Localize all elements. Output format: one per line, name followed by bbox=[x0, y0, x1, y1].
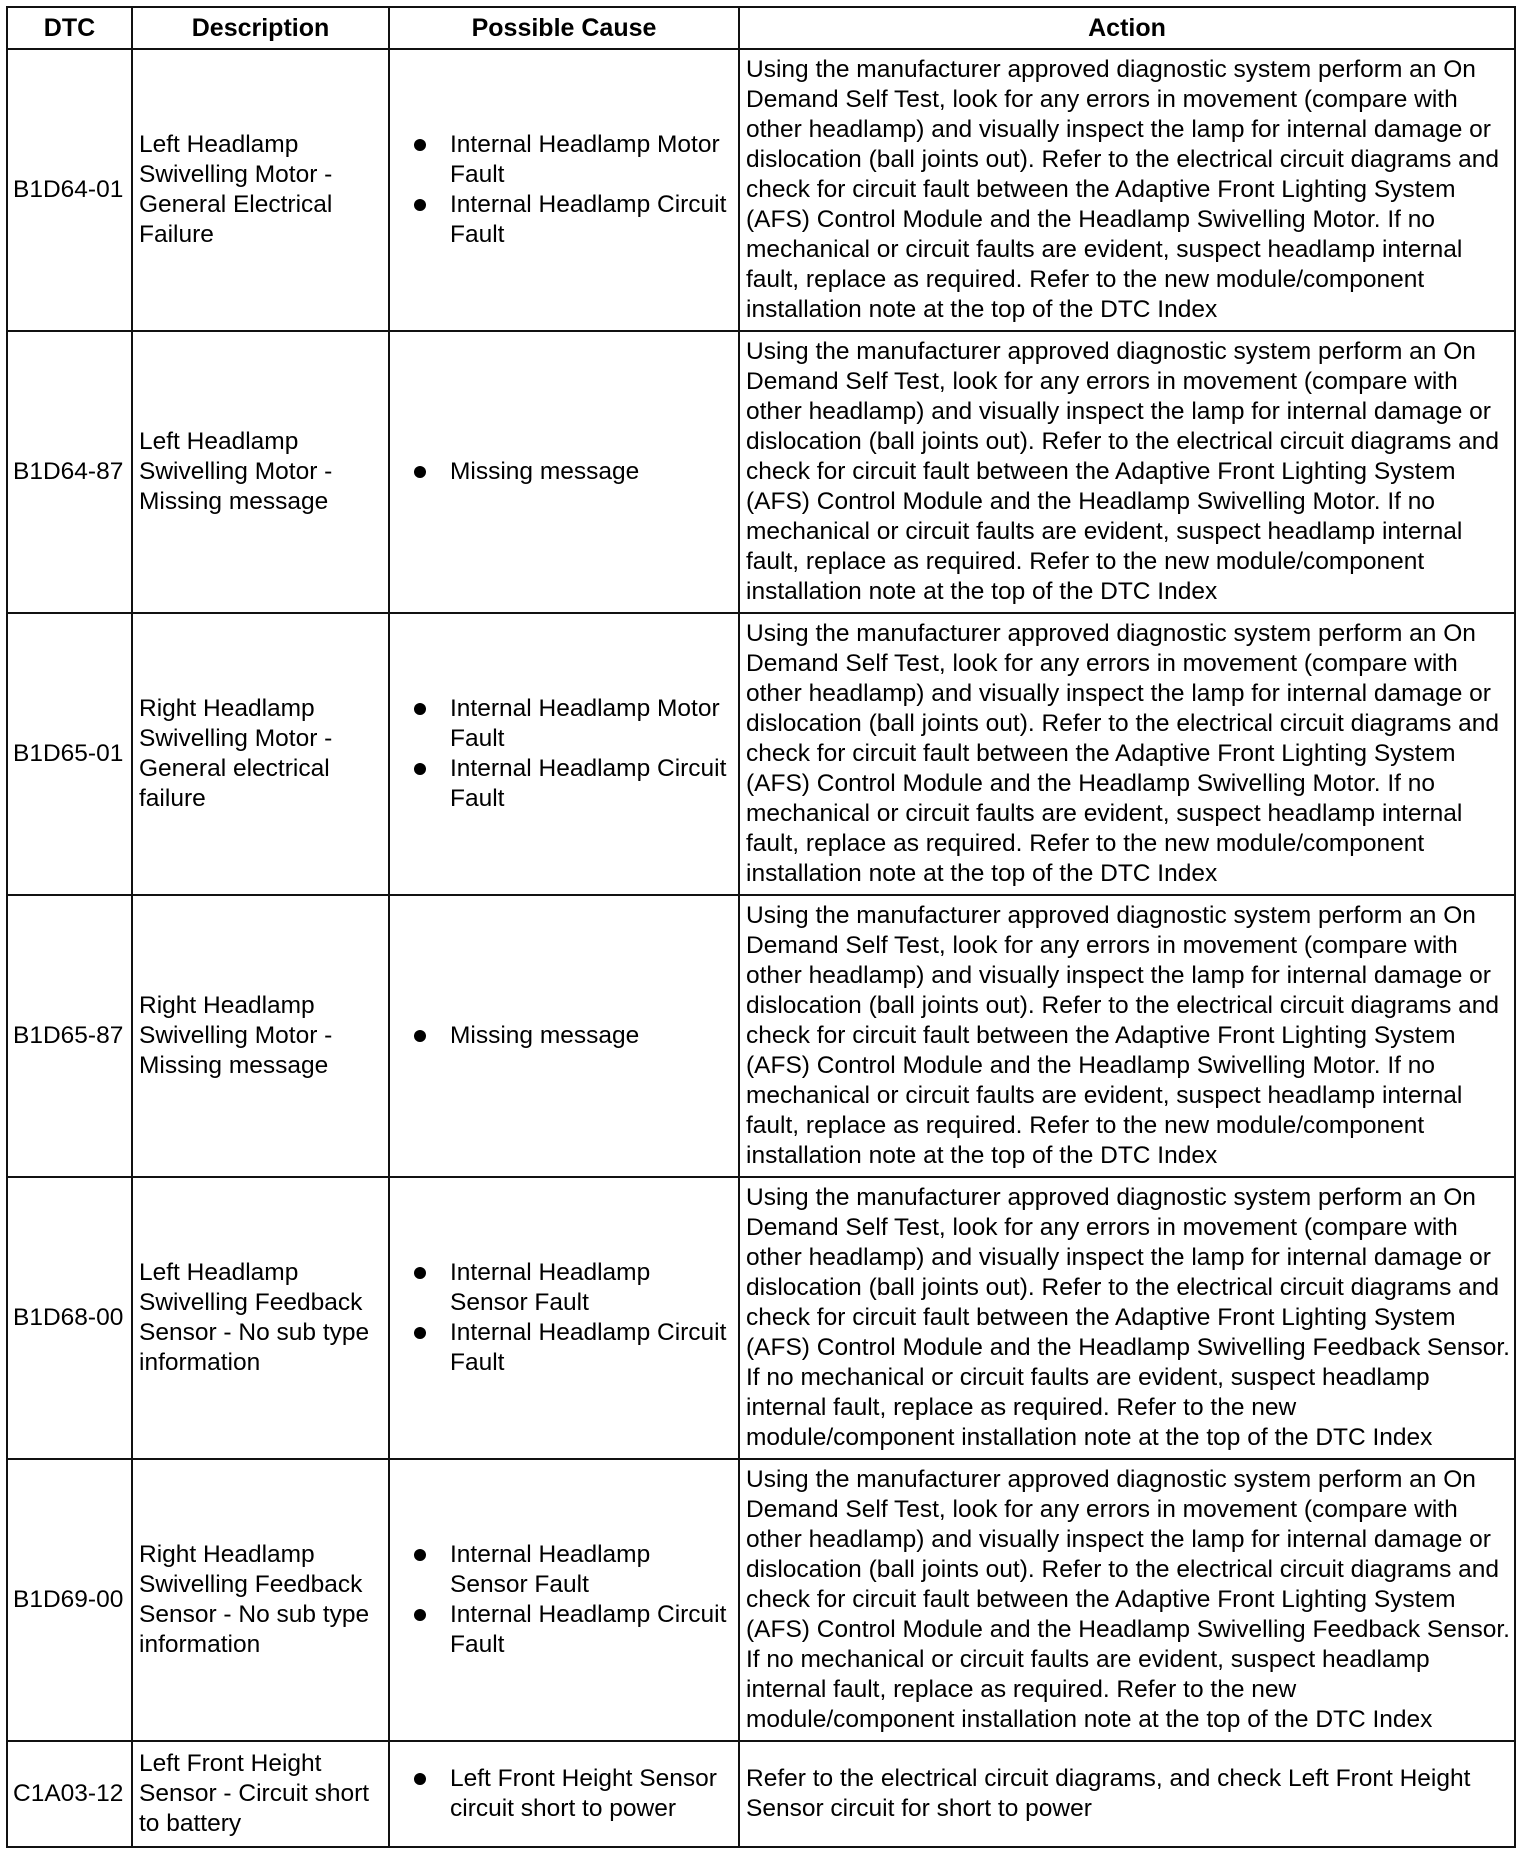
dtc-code: B1D68-00 bbox=[7, 1177, 132, 1459]
cause-list bbox=[396, 694, 732, 814]
table-row bbox=[7, 1177, 1515, 1459]
description: Left Headlamp Swivelling Motor - Missing message bbox=[132, 331, 389, 613]
table-header bbox=[7, 7, 1515, 49]
cause-list bbox=[396, 130, 732, 250]
cause-item: Internal Headlamp Circuit Fault bbox=[414, 1600, 732, 1660]
header-description: Description bbox=[132, 7, 389, 49]
table-row bbox=[7, 331, 1515, 613]
dtc-code: B1D69-00 bbox=[7, 1459, 132, 1741]
possible-cause bbox=[389, 1459, 739, 1741]
cause-list bbox=[396, 1540, 732, 1660]
cause-item: Internal Headlamp Motor Fault bbox=[414, 130, 732, 190]
possible-cause bbox=[389, 49, 739, 331]
action: Using the manufacturer approved diagnostic system perform an On Demand Self Test, look for any errors in movement (compare with other headlamp) and visually inspect the lamp for internal damage or dislocation (ball joints out). Refer to the electrical circuit diagrams and check for circuit fault between the Adaptive Front Lighting System (AFS) Control Module and the Headlamp Swivelling Motor. If no mechanical or circuit faults are evident, suspect headlamp internal fault, replace as required. Refer to the new module/component installation note at the top of the DTC Index bbox=[739, 331, 1515, 613]
description: Left Front Height Sensor - Circuit short to battery bbox=[132, 1741, 389, 1847]
action: Using the manufacturer approved diagnostic system perform an On Demand Self Test, look for any errors in movement (compare with other headlamp) and visually inspect the lamp for internal damage or dislocation (ball joints out). Refer to the electrical circuit diagrams and check for circuit fault between the Adaptive Front Lighting System (AFS) Control Module and the Headlamp Swivelling Motor. If no mechanical or circuit faults are evident, suspect headlamp internal fault, replace as required. Refer to the new module/component installation note at the top of the DTC Index bbox=[739, 613, 1515, 895]
dtc-code: B1D64-01 bbox=[7, 49, 132, 331]
action: Refer to the electrical circuit diagrams, and check Left Front Height Sensor circuit for short to power bbox=[739, 1741, 1515, 1847]
header-dtc: DTC bbox=[7, 7, 132, 49]
description: Right Headlamp Swivelling Feedback Sensor - No sub type information bbox=[132, 1459, 389, 1741]
dtc-code: B1D65-87 bbox=[7, 895, 132, 1177]
table-row bbox=[7, 1459, 1515, 1741]
dtc-code: C1A03-12 bbox=[7, 1741, 132, 1847]
action: Using the manufacturer approved diagnostic system perform an On Demand Self Test, look for any errors in movement (compare with other headlamp) and visually inspect the lamp for internal damage or dislocation (ball joints out). Refer to the electrical circuit diagrams and check for circuit fault between the Adaptive Front Lighting System (AFS) Control Module and the Headlamp Swivelling Feedback Sensor. If no mechanical or circuit faults are evident, suspect headlamp internal fault, replace as required. Refer to the new module/component installation note at the top of the DTC Index bbox=[739, 1459, 1515, 1741]
cause-item: Internal Headlamp Circuit Fault bbox=[414, 754, 732, 814]
action: Using the manufacturer approved diagnostic system perform an On Demand Self Test, look for any errors in movement (compare with other headlamp) and visually inspect the lamp for internal damage or dislocation (ball joints out). Refer to the electrical circuit diagrams and check for circuit fault between the Adaptive Front Lighting System (AFS) Control Module and the Headlamp Swivelling Feedback Sensor. If no mechanical or circuit faults are evident, suspect headlamp internal fault, replace as required. Refer to the new module/component installation note at the top of the DTC Index bbox=[739, 1177, 1515, 1459]
cause-item: Internal Headlamp Sensor Fault bbox=[414, 1258, 732, 1318]
header-row bbox=[7, 7, 1515, 49]
cause-list bbox=[396, 1021, 732, 1051]
cause-item: Left Front Height Sensor circuit short to power bbox=[414, 1764, 732, 1824]
description: Left Headlamp Swivelling Feedback Sensor - No sub type information bbox=[132, 1177, 389, 1459]
table-body bbox=[7, 49, 1515, 1847]
description: Left Headlamp Swivelling Motor - General Electrical Failure bbox=[132, 49, 389, 331]
cause-item: Missing message bbox=[414, 1021, 732, 1051]
table-row bbox=[7, 1741, 1515, 1847]
cause-item: Missing message bbox=[414, 457, 732, 487]
table-row bbox=[7, 613, 1515, 895]
possible-cause bbox=[389, 895, 739, 1177]
table-row bbox=[7, 49, 1515, 331]
description: Right Headlamp Swivelling Motor - General electrical failure bbox=[132, 613, 389, 895]
cause-item: Internal Headlamp Circuit Fault bbox=[414, 1318, 732, 1378]
dtc-table bbox=[6, 6, 1516, 1848]
cause-item: Internal Headlamp Circuit Fault bbox=[414, 190, 732, 250]
dtc-code: B1D64-87 bbox=[7, 331, 132, 613]
possible-cause bbox=[389, 331, 739, 613]
header-possible-cause: Possible Cause bbox=[389, 7, 739, 49]
action: Using the manufacturer approved diagnostic system perform an On Demand Self Test, look for any errors in movement (compare with other headlamp) and visually inspect the lamp for internal damage or dislocation (ball joints out). Refer to the electrical circuit diagrams and check for circuit fault between the Adaptive Front Lighting System (AFS) Control Module and the Headlamp Swivelling Motor. If no mechanical or circuit faults are evident, suspect headlamp internal fault, replace as required. Refer to the new module/component installation note at the top of the DTC Index bbox=[739, 895, 1515, 1177]
cause-list bbox=[396, 457, 732, 487]
description: Right Headlamp Swivelling Motor - Missing message bbox=[132, 895, 389, 1177]
cause-item: Internal Headlamp Sensor Fault bbox=[414, 1540, 732, 1600]
dtc-code: B1D65-01 bbox=[7, 613, 132, 895]
possible-cause bbox=[389, 1741, 739, 1847]
cause-list bbox=[396, 1764, 732, 1824]
possible-cause bbox=[389, 1177, 739, 1459]
action: Using the manufacturer approved diagnostic system perform an On Demand Self Test, look for any errors in movement (compare with other headlamp) and visually inspect the lamp for internal damage or dislocation (ball joints out). Refer to the electrical circuit diagrams and check for circuit fault between the Adaptive Front Lighting System (AFS) Control Module and the Headlamp Swivelling Motor. If no mechanical or circuit faults are evident, suspect headlamp internal fault, replace as required. Refer to the new module/component installation note at the top of the DTC Index bbox=[739, 49, 1515, 331]
cause-list bbox=[396, 1258, 732, 1378]
cause-item: Internal Headlamp Motor Fault bbox=[414, 694, 732, 754]
header-action: Action bbox=[739, 7, 1515, 49]
table-row bbox=[7, 895, 1515, 1177]
possible-cause bbox=[389, 613, 739, 895]
